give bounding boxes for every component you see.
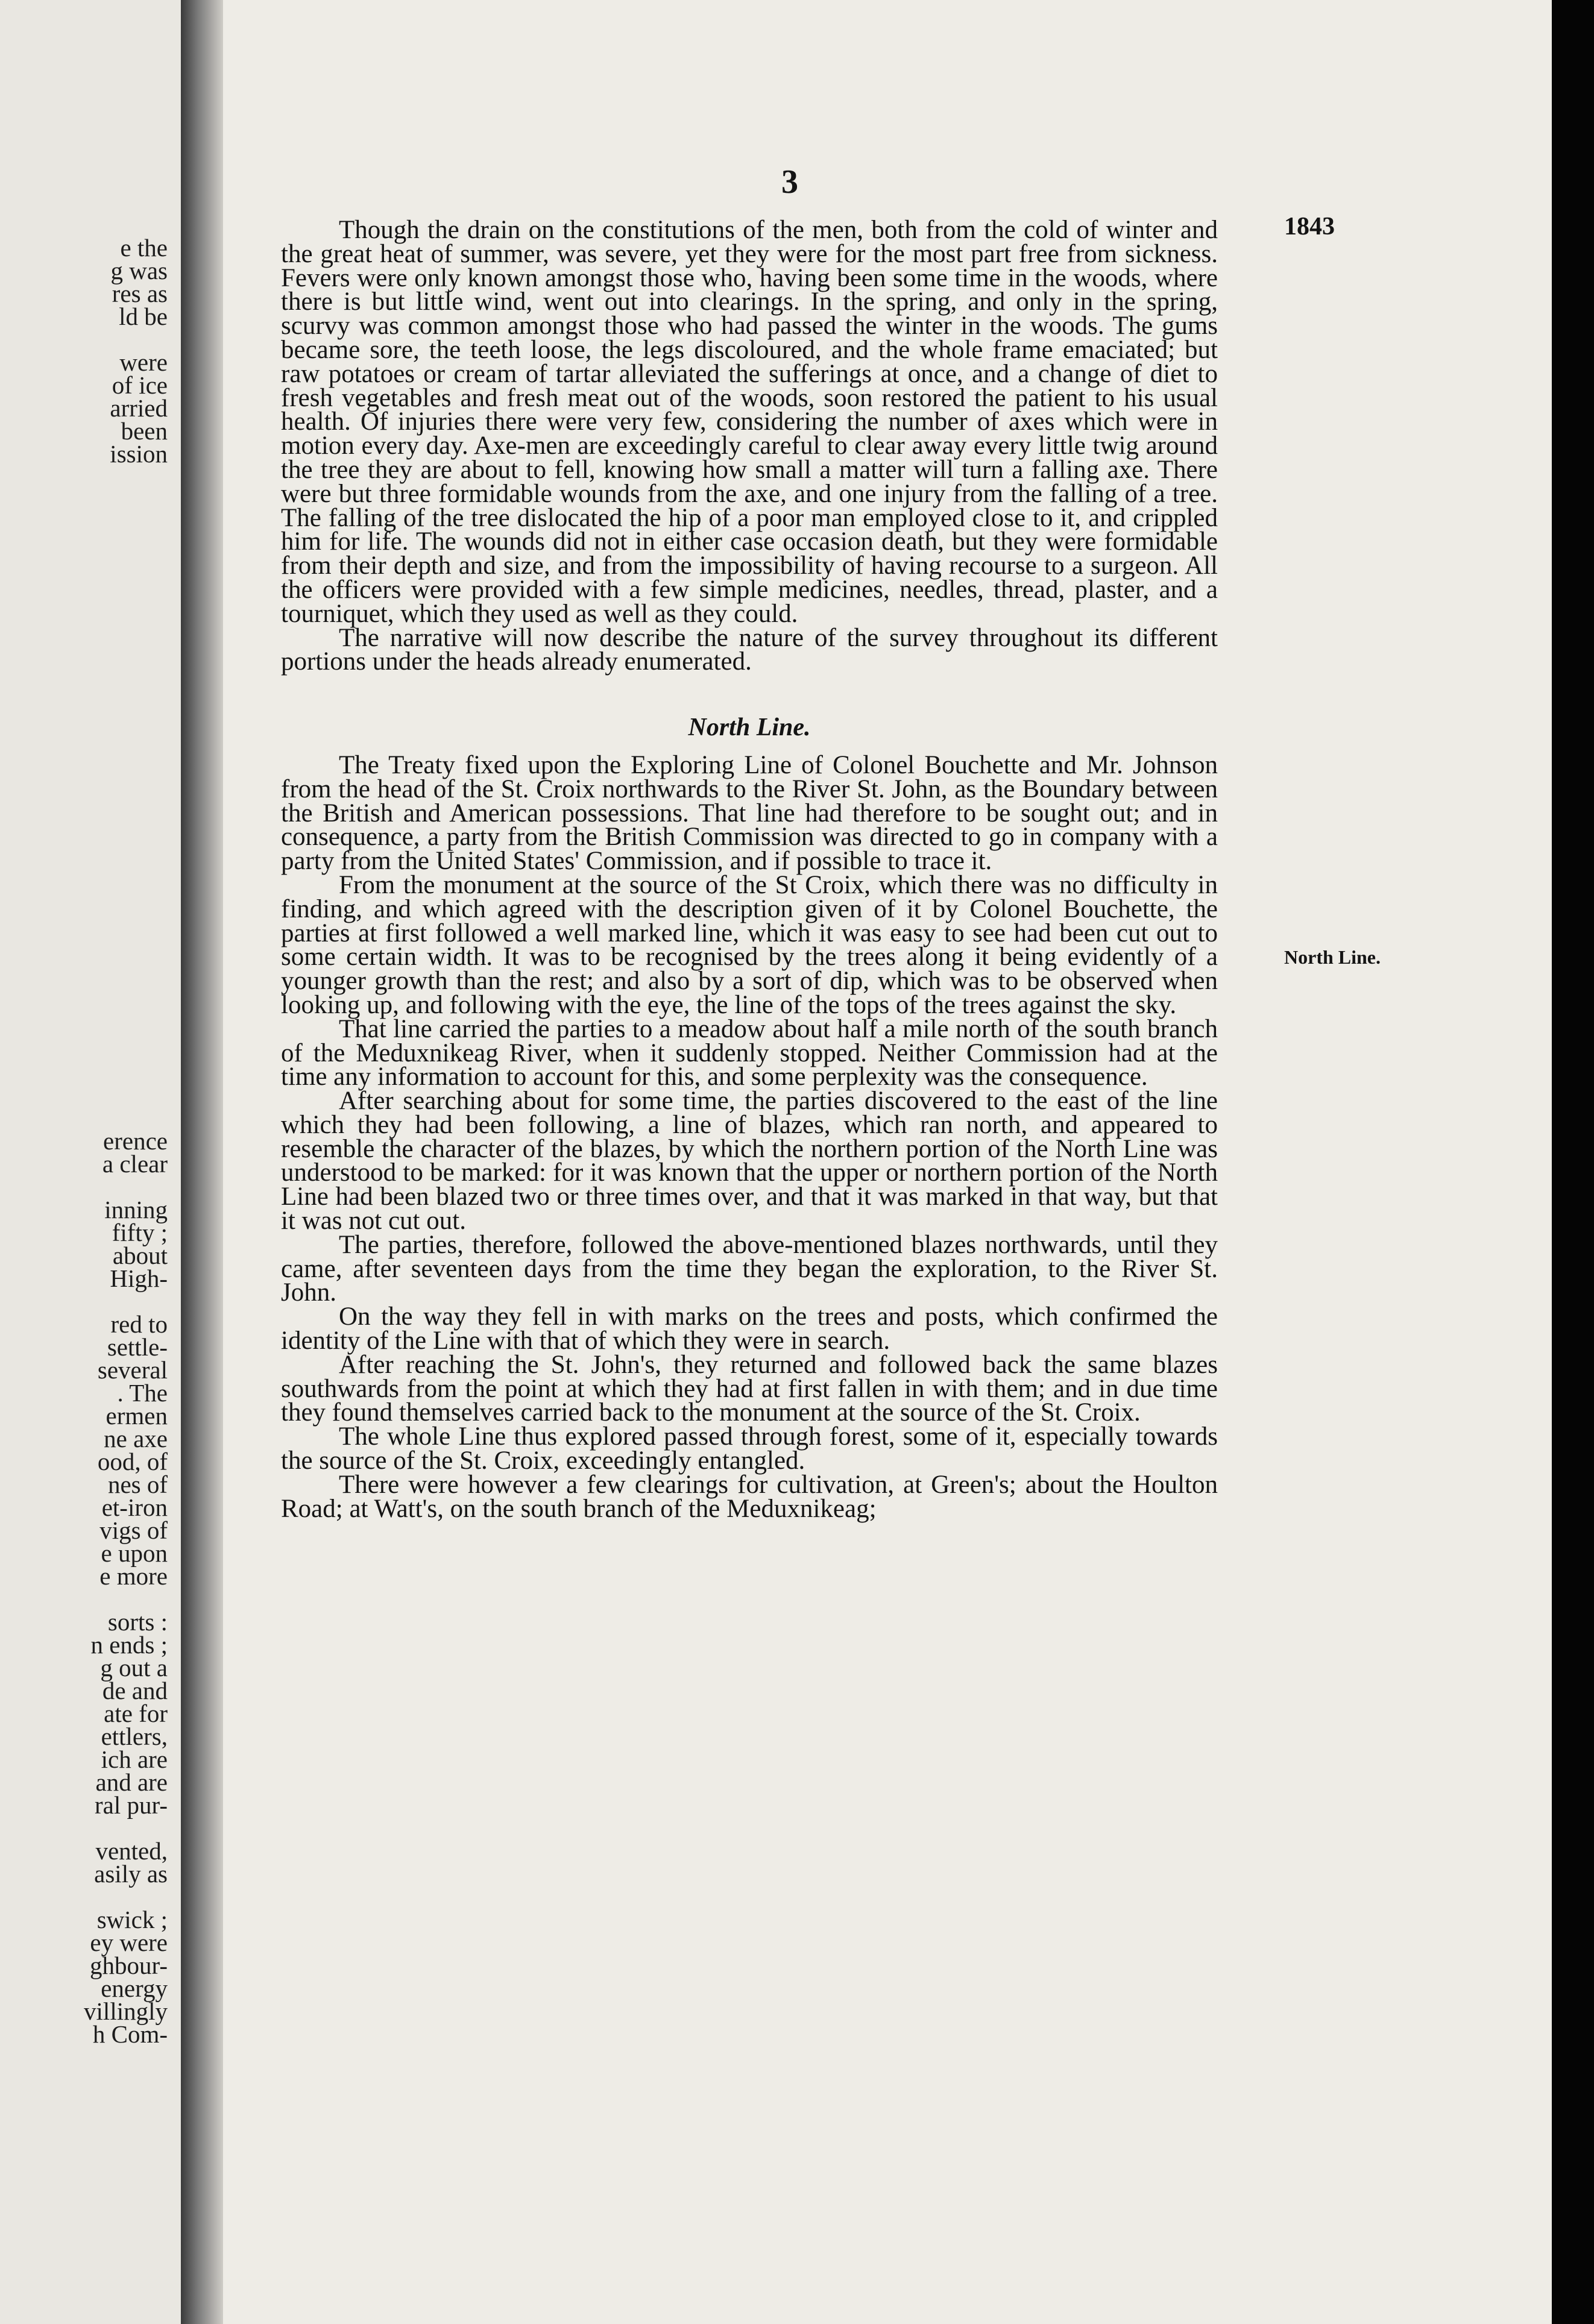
left-page-line-fragment (0, 1290, 181, 1313)
binding-gutter (181, 0, 223, 2324)
left-page-line-fragment (0, 1015, 181, 1038)
margin-note-north-line: North Line. (1284, 946, 1381, 968)
left-page-line-fragment: several (97, 1356, 168, 1384)
left-facing-page (0, 0, 181, 2324)
left-page-line-fragment (0, 832, 181, 855)
left-page-line-fragment (0, 992, 181, 1015)
left-page-line-fragment: been (121, 417, 168, 445)
left-page-line-fragment (0, 923, 181, 946)
left-page-line-fragment: asily as (94, 1860, 168, 1888)
paragraph: Though the drain on the constitutions of the men, both from the cold of winter and the great heat of summer, was severe, yet they were for the most part free from sickness. Fevers were only known amongst those who, having been some time in the woods, where there is but little wind, went out into clearings. In the spring, and only in the spring, scurvy was common amongst those who had passed the winter in the woods. The gums became sore, the teeth loose, the legs discoloured, and the whole frame emaciated; but raw potatoes or cream of tartar alleviated the sufferings at once, and a change of diet to fresh vegetables and fresh meat out of the woods, soon restored the patient to his usual health. Of injuries there were very few, considering the number of axes which were in motion every day. Axe-men are exceedingly careful to clear away every little twig around the tree they are about to fell, knowing how small a matter will turn a falling axe. There were but three formidable wounds from the axe, and one injury from the falling of a tree. The falling of the tree dislocated the hip of a poor man employed close to it, and crippled him for life. The wounds did not in either case occasion death, but they were formidable from their depth and size, and from the impossibility of having recourse to a surgeon. All the officers were provided with a few simple medicines, needles, thread, plaster, and a tourniquet, which they used as well as they could. (281, 216, 1218, 628)
paragraph: The whole Line thus explored passed through forest, some of it, especially towards the source of the St. Croix, exceedingly entangled. (281, 1422, 1218, 1475)
left-page-line-fragment: about (112, 1242, 168, 1269)
left-page-line-fragment: villingly (84, 1997, 168, 2025)
left-page-line-fragment (0, 1588, 181, 1610)
left-page-line-fragment (0, 603, 181, 626)
left-page-line-fragment: ey were (90, 1929, 168, 1956)
left-page-line-fragment (0, 786, 181, 809)
left-page-line-fragment: ission (110, 440, 168, 468)
left-page-line-fragment: nes of (107, 1471, 168, 1498)
left-page-line-fragment (0, 1084, 181, 1107)
left-page-line-fragment: sorts : (107, 1608, 168, 1636)
paragraph: After searching about for some time, the parties discovered to the east of the line which they had been following, a line of blazes, which ran north, and appeared to resemble the character of the blazes, by which the northern portion of the North Line was understood to be marked: for it was known that the upper or northern portion of the North Line had been blazed two or three times over, and that it was marked in that way, but that it was not cut out. (281, 1087, 1218, 1236)
left-page-line-fragment: a clear (102, 1150, 168, 1178)
left-page-line-fragment: g out a (100, 1654, 168, 1682)
left-page-line-fragment: ermen (106, 1402, 168, 1430)
left-page-text-fragments (0, 236, 181, 2046)
left-page-line-fragment: n ends ; (90, 1631, 168, 1659)
paragraph: On the way they fell in with marks on the trees and posts, which confirmed the identity of the Line with that of which they were in search. (281, 1302, 1218, 1355)
left-page-line-fragment: ne axe (104, 1425, 168, 1452)
left-page-line-fragment: were (119, 348, 168, 376)
paragraphs-before-heading (281, 218, 1218, 674)
paragraph: From the monument at the source of the St Croix, which there was no difficulty in finding, and which agreed with the description given of it by Colonel Bouchette, the parties at first followed a well marked line, which it was easy to see had been cut out to some certain width. It was to be recognised by the trees along it being evidently of a younger growth than the rest; and also by a sort of dip, which was to be observed when looking up, and following with the eye, the line of the tops of the trees against the sky. (281, 870, 1218, 1019)
paragraph: That line carried the parties to a meadow about half a mile north of the south branch of the Meduxnikeag River, when it suddenly stopped. Neither Commission had at the time any information to account for this, and some perplexity was the consequence. (281, 1014, 1218, 1091)
left-page-line-fragment: e the (120, 234, 168, 262)
left-page-line-fragment: swick ; (96, 1906, 168, 1933)
left-page-line-fragment: g was (110, 257, 168, 284)
left-page-line-fragment: vigs of (99, 1516, 168, 1544)
left-page-line-fragment (0, 580, 181, 603)
paragraph: After reaching the St. John's, they returned and followed back the same blazes southwards from the point at which they had at first fallen in with them; and in due time they found themselves carried back to the monument at the source of the St. Croix. (281, 1350, 1218, 1427)
left-page-line-fragment: arried (110, 394, 168, 422)
paragraph: The parties, therefore, followed the above-mentioned blazes northwards, until they came, after seventeen days from the time they began the exploration, to the River St. John. (281, 1230, 1218, 1307)
left-page-line-fragment: of ice (112, 371, 168, 399)
paragraph: The Treaty fixed upon the Exploring Line of Colonel Bouchette and Mr. Johnson from the head of the St. Croix northwards to the River St. John, as the Boundary between the British and American possessions. That line had therefore to be sought out; and in consequence, a party from the British Commission was directed to go in company with a party from the United States' Commission, and if possible to trace it. (281, 750, 1218, 876)
left-page-line-fragment: High- (110, 1264, 168, 1292)
left-page-line-fragment (0, 465, 181, 488)
left-page-line-fragment (0, 900, 181, 923)
left-page-line-fragment: ich are (101, 1745, 168, 1773)
left-page-line-fragment (0, 740, 181, 763)
left-page-line-fragment (0, 488, 181, 511)
left-page-line-fragment: ld be (119, 303, 168, 330)
left-page-line-fragment (0, 969, 181, 992)
left-page-line-fragment (0, 1107, 181, 1129)
left-page-line-fragment: settle- (107, 1333, 168, 1361)
paragraphs-after-heading (281, 750, 1218, 1523)
left-page-line-fragment (0, 626, 181, 649)
left-page-line-fragment (0, 717, 181, 740)
left-page-line-fragment: ood, of (97, 1448, 168, 1475)
left-page-line-fragment (0, 649, 181, 671)
scan-border (1552, 0, 1594, 2324)
left-page-line-fragment (0, 1175, 181, 1198)
left-page-line-fragment (0, 511, 181, 534)
left-page-line-fragment: ghbour- (90, 1952, 168, 1979)
left-page-line-fragment (0, 1885, 181, 1908)
left-page-line-fragment: ettlers, (101, 1723, 168, 1750)
left-page-line-fragment (0, 946, 181, 969)
section-heading: North Line. (688, 714, 811, 742)
paragraph: There were however a few clearings for cultivation, at Green's; about the Houlton Road; at Watt's, on the south branch of the Meduxnikeag; (281, 1470, 1218, 1523)
left-page-line-fragment (0, 671, 181, 694)
left-page-line-fragment: e upon (101, 1539, 168, 1567)
left-page-line-fragment: and are (95, 1768, 168, 1796)
left-page-line-fragment: h Com- (92, 2020, 168, 2048)
left-page-line-fragment (0, 855, 181, 878)
left-page-line-fragment (0, 1817, 181, 1839)
left-page-line-fragment: e more (99, 1562, 168, 1590)
left-page-line-fragment (0, 694, 181, 717)
left-page-line-fragment (0, 557, 181, 580)
left-page-line-fragment: res as (112, 280, 168, 307)
left-page-line-fragment: inning (104, 1196, 168, 1223)
left-page-line-fragment: energy (101, 1974, 168, 2002)
main-page (223, 0, 1552, 2324)
left-page-line-fragment: ate for (104, 1700, 168, 1727)
left-page-line-fragment: et-iron (101, 1493, 168, 1521)
left-page-line-fragment (0, 809, 181, 832)
left-page-line-fragment (0, 328, 181, 351)
page-number: 3 (781, 163, 798, 201)
left-page-line-fragment: . The (117, 1379, 168, 1407)
left-page-line-fragment: de and (102, 1677, 168, 1704)
left-page-line-fragment: ral pur- (95, 1791, 168, 1819)
left-page-line-fragment (0, 1038, 181, 1061)
left-page-line-fragment: vented, (95, 1837, 168, 1865)
paragraph: The narrative will now describe the nature of the survey throughout its different portions under the heads already enumerated. (281, 623, 1218, 676)
left-page-line-fragment: fifty ; (112, 1219, 168, 1246)
left-page-line-fragment (0, 878, 181, 900)
left-page-line-fragment: erence (103, 1127, 168, 1155)
body-text (281, 218, 1218, 1521)
left-page-line-fragment (0, 763, 181, 786)
left-page-line-fragment: red to (110, 1310, 168, 1338)
margin-year: 1843 (1284, 213, 1335, 240)
left-page-line-fragment (0, 1061, 181, 1084)
left-page-line-fragment (0, 534, 181, 557)
